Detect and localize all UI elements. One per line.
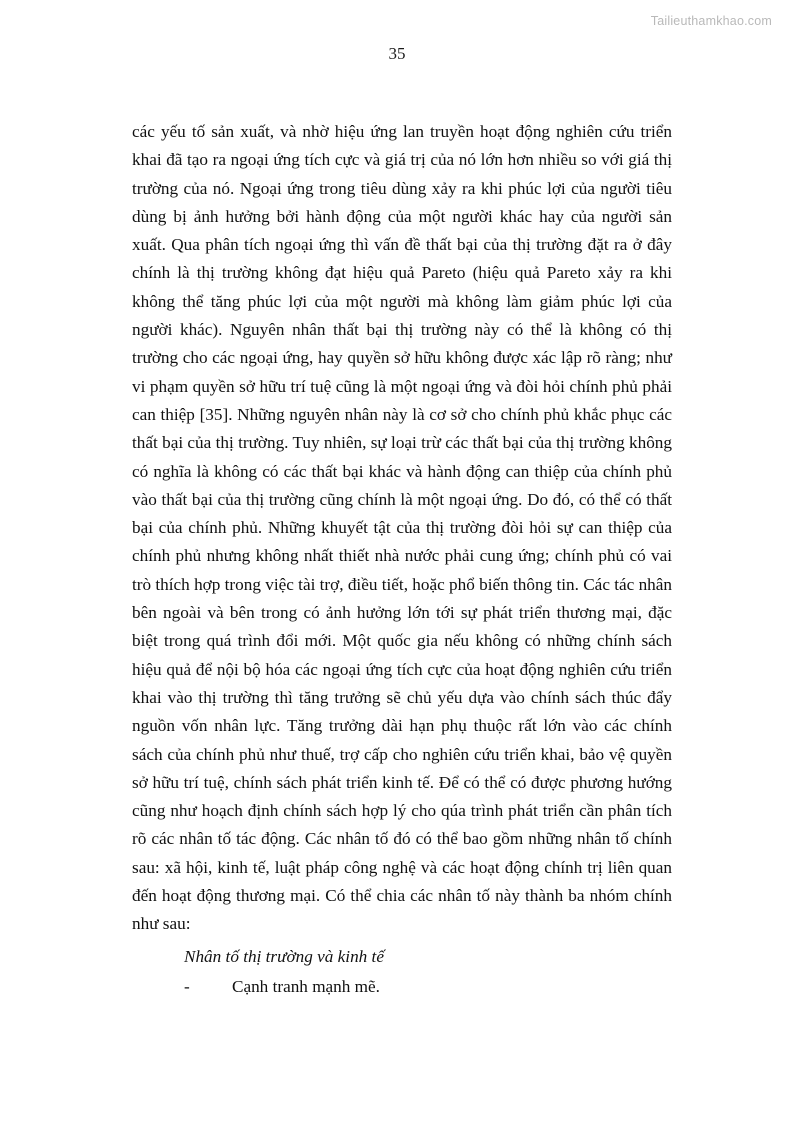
bullet-list-item xyxy=(132,973,672,1001)
body-paragraph: các yếu tố sản xuất, và nhờ hiệu ứng lan truyền hoạt động nghiên cứu triển khai đã tạo ra ngoại ứng tích cực và giá trị của nó lớn hơn nhiều so với giá thị trường của nó. Ngoại ứng trong tiêu dùng xảy ra khi phúc lợi của người tiêu dùng bị ảnh hưởng bởi hành động của một người khác hay của người sản xuất. Qua phân tích ngoại ứng thì vấn đề thất bại của thị trường đặt ra ở đây chính là thị trường không đạt hiệu quả Pareto (hiệu quả Pareto xảy ra khi không thể tăng phúc lợi của một người mà không làm giảm phúc lợi của người khác). Nguyên nhân thất bại thị trường này có thể là không có thị trường cho các ngoại ứng, hay quyền sở hữu không được xác lập rõ ràng; như vi phạm quyền sở hữu trí tuệ cũng là một ngoại ứng và đòi hỏi chính phủ phải can thiệp [35]. Những nguyên nhân này là cơ sở cho chính phủ khắc phục các thất bại của thị trường. Tuy nhiên, sự loại trừ các thất bại của thị trường không có nghĩa là không có các thất bại khác và hành động can thiệp của chính phủ vào thất bại của thị trường cũng chính là một ngoại ứng. Do đó, có thể có thất bại của chính phủ. Những khuyết tật của thị trường đòi hỏi sự can thiệp của chính phủ nhưng không nhất thiết nhà nước phải cung ứng; chính phủ có vai trò thích hợp trong việc tài trợ, điều tiết, hoặc phổ biến thông tin. Các tác nhân bên ngoài và bên trong có ảnh hưởng lớn tới sự phát triển thương mại, đặc biệt trong quá trình đổi mới. Một quốc gia nếu không có những chính sách hiệu quả để nội bộ hóa các ngoại ứng tích cực của hoạt động nghiên cứu triển khai vào thị trường thì tăng trưởng sẽ chủ yếu dựa vào chính sách thúc đẩy nguồn vốn nhân lực. Tăng trưởng dài hạn phụ thuộc rất lớn vào các chính sách của chính phủ như thuế, trợ cấp cho nghiên cứu triển khai, bảo vệ quyền sở hữu trí tuệ, chính sách phát triển kinh tế. Để có thể có được phương hướng cũng như hoạch định chính sách hợp lý cho qúa trình phát triển cần phân tích rõ các nhân tố tác động. Các nhân tố đó có thể bao gồm những nhân tố chính sau: xã hội, kinh tế, luật pháp công nghệ và các hoạt động chính trị liên quan đến hoạt động thương mại. Có thể chia các nhân tố này thành ba nhóm chính như sau: xyxy=(132,122,672,934)
bullet-item-text: Cạnh tranh mạnh mẽ. xyxy=(232,976,380,996)
sub-heading: Nhân tố thị trường và kinh tế xyxy=(184,946,384,966)
page-content xyxy=(132,118,672,1001)
page-number: 35 xyxy=(388,44,406,63)
bullet-marker: - xyxy=(184,976,190,996)
watermark-text: Tailieuthamkhao.com xyxy=(650,14,772,28)
